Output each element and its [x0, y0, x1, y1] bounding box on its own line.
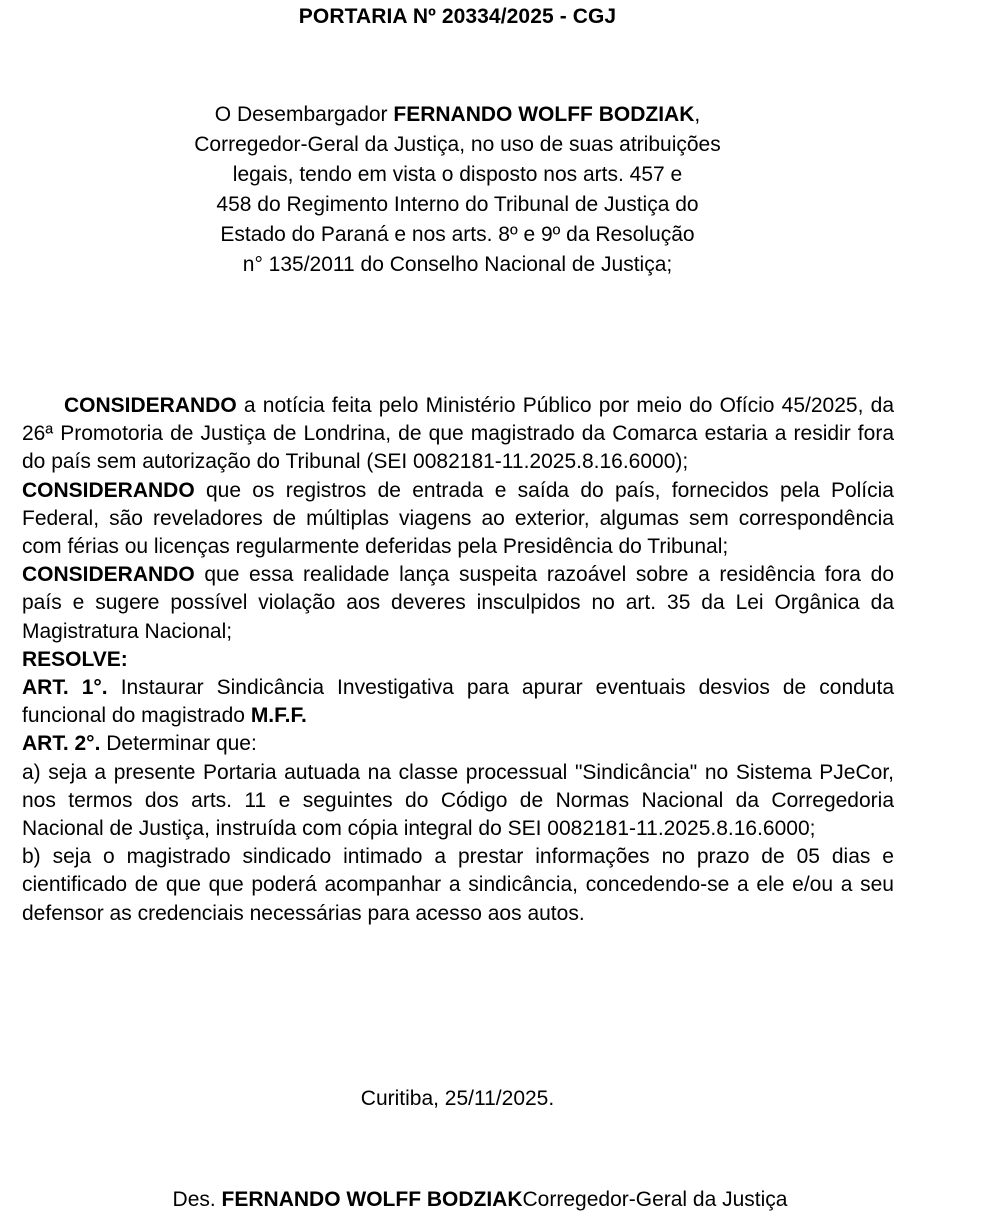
preamble-line: n° 135/2011 do Conselho Nacional de Justiça; — [242, 253, 673, 276]
resolve-label: RESOLVE: — [22, 647, 128, 671]
paragraph-art-2 — [22, 730, 894, 758]
paragraph-considerando-1 — [22, 392, 894, 477]
document-body — [22, 392, 894, 928]
preamble-line: Estado do Paraná e nos arts. 8º e 9º da Resolução — [220, 223, 695, 246]
preamble-name-bold: FERNANDO WOLFF BODZIAK — [393, 103, 695, 126]
art-2-label: ART. 2°. — [22, 732, 101, 756]
preamble-line: Corregedor-Geral da Justiça, no uso de suas atribuições — [194, 133, 721, 156]
signature-line — [0, 1186, 960, 1214]
paragraph-considerando-3 — [22, 561, 894, 646]
preamble-line-text: O Desembargador — [214, 103, 394, 126]
art-1-text: Instaurar Sindicância Investigativa para apurar eventuais desvios de conduta funcional do magistrado — [22, 676, 895, 728]
considerando-1-label: CONSIDERANDO — [64, 394, 237, 417]
art-2-text: Determinar que: — [100, 732, 257, 756]
considerando-2-text: que os registros de entrada e saída do país, fornecidos pela Polícia Federal, são reveladores de múltiplas viagens ao exterior, algumas sem correspondência com férias ou licenças regularmente deferidas pela Presidência do Tribunal; — [22, 478, 894, 559]
considerando-1-text: a notícia feita pelo Ministério Público por meio do Ofício 45/2025, da 26ª Promotoria de Justiça de Londrina, de que magistrado da Comarca estaria a residir fora do país sem autorização do Tribunal (SEI 0082181-11.2025.8.16.6000); — [22, 394, 894, 474]
place-and-date: Curitiba, 25/11/2025. — [360, 1087, 555, 1110]
preamble-line: 458 do Regimento Interno do Tribunal de Justiça do — [216, 193, 699, 216]
considerando-3-label: CONSIDERANDO — [22, 563, 195, 587]
signature-prefix: Des. — [172, 1188, 222, 1211]
preamble-line — [22, 100, 893, 130]
art-1-label: ART. 1°. — [22, 676, 108, 700]
art-1-initials: M.F.F. — [250, 704, 307, 728]
preamble-line: legais, tendo em vista o disposto nos arts. 457 e — [232, 163, 683, 186]
paragraph-art-1 — [22, 674, 894, 730]
preamble-block — [22, 100, 893, 280]
signature-name: FERNANDO WOLFF BODZIAK — [221, 1188, 523, 1211]
signature-role: Corregedor-Geral da Justiça — [522, 1188, 788, 1211]
considerando-3-text: que essa realidade lança suspeita razoável sobre a residência fora do país e sugere possível violação aos deveres insculpidos no art. 35 da Lei Orgânica da Magistratura Nacional; — [22, 563, 894, 643]
paragraph-item-a: a) seja a presente Portaria autuada na classe processual "Sindicância" no Sistema PJeCor, nos termos dos arts. 11 e seguintes do Código de Normas Nacional da Corregedoria Nacional de Justiça, instruída com cópia integral do SEI 0082181-11.2025.8.16.6000; — [22, 760, 894, 841]
page-title: PORTARIA Nº 20334/2025 - CGJ — [298, 5, 617, 28]
preamble-line-tail: , — [694, 103, 701, 126]
paragraph-item-b: b) seja o magistrado sindicado intimado a prestar informações no prazo de 05 dias e cientificado de que que poderá acompanhar a sindicância, concedendo-se a ele e/ou a seu defensor as credenciais necessárias para acesso aos autos. — [22, 845, 894, 925]
paragraph-resolve — [22, 646, 894, 674]
paragraph-considerando-2 — [22, 477, 894, 562]
considerando-2-label: CONSIDERANDO — [22, 478, 195, 502]
